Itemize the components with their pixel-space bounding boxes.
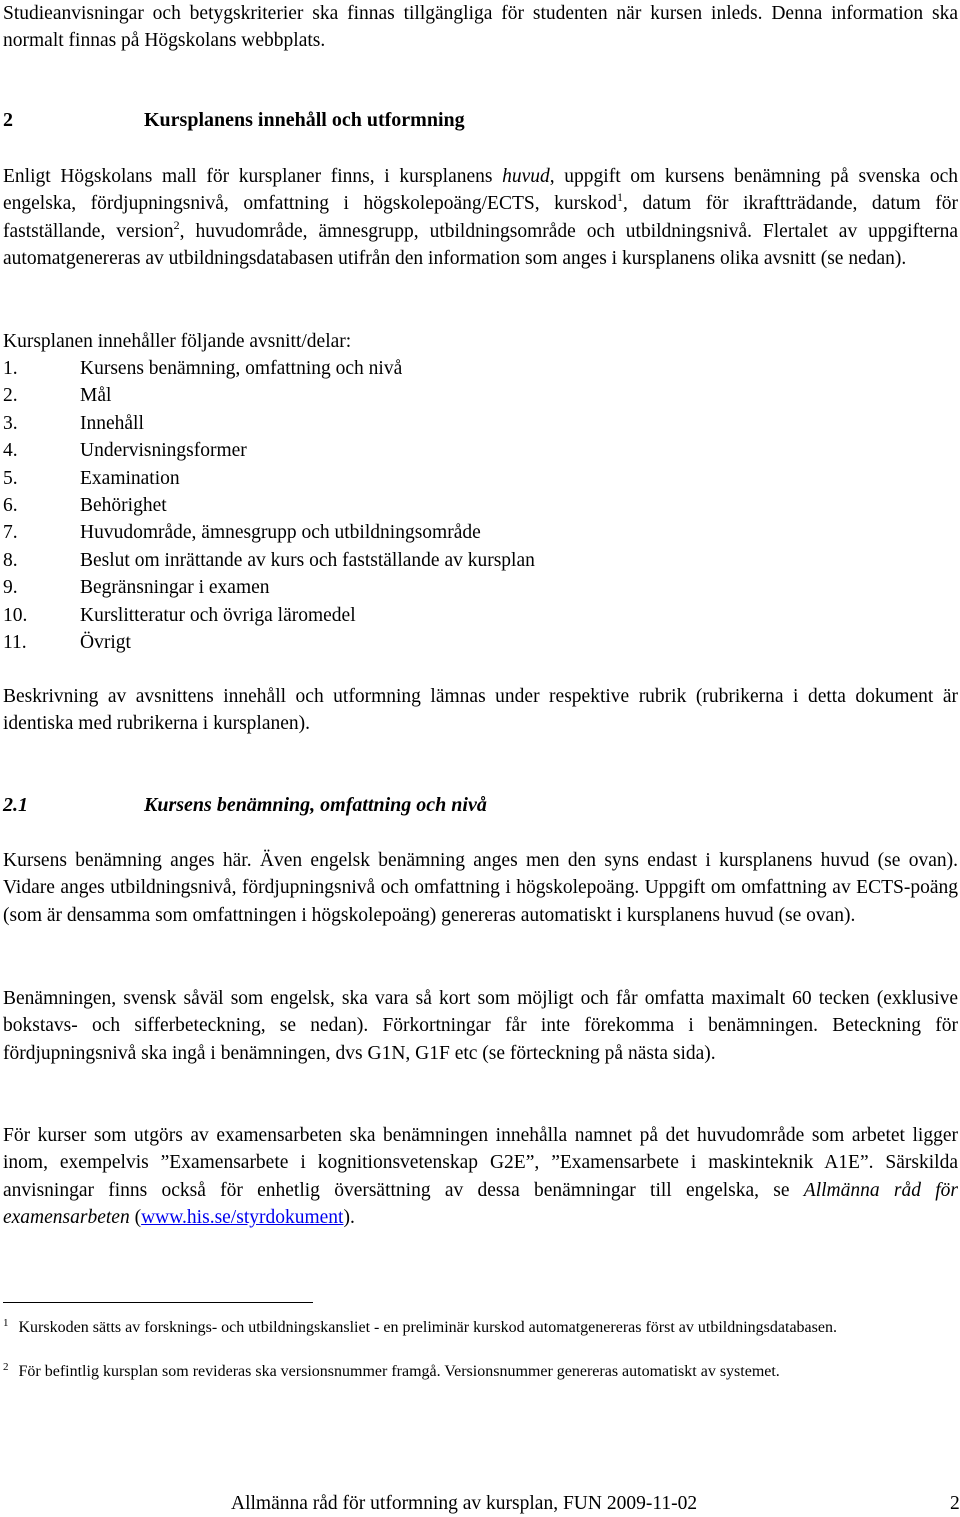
list-number: 7. [3,522,18,544]
subsection-title: Kursens benämning, omfattning och nivå [144,794,487,816]
list-label: Huvudområde, ämnesgrupp och utbildningsområde [80,522,481,544]
course-plan-intro-paragraph [3,163,958,273]
list-label: Kurslitteratur och övriga läromedel [80,604,356,626]
subsection-heading [3,792,487,819]
course-name-paragraph: Kursens benämning anges här. Även engelsk benämning anges men den syns endast i kursplanens huvud (se ovan). Vidare anges utbildningsnivå, fördjupningsnivå och omfattning i högskolepoäng. Uppgift om omfattning av ECTS-poäng (som är densamma som omfattningen i högskolepoäng) genereras automatiskt i kursplanens huvud (se ovan). [3,850,958,926]
list-item [3,574,535,601]
list-item [3,465,535,492]
styrdokument-link[interactable]: www.his.se/styrdokument [141,1207,344,1229]
list-label: Innehåll [80,412,144,434]
thesis-text-1: För kurser som utgörs av examensarbeten ska benämningen innehålla namnet på det huvudområde som arbetet ligger inom, exempelvis ”Examensarbete i kognitionsvetenskap G2E”, ”Examensarbete i maskinteknik A1E”. Särskilda anvisningar finns också för enhetlig översättning av dessa benämningar till engelska, se [3,1125,958,1201]
name-length-paragraph: Benämningen, svensk såväl som engelsk, ska vara så kort som möjligt och får omfatta maximalt 60 tecken (exklusive bokstavs- och sifferbeteckning, se nedan). Förkortningar får inte förekomma i benämningen. Beteckning för fördjupningsnivå ska ingå i benämningen, dvs G1N, G1F etc (se förteckning på nästa sida). [3,988,958,1064]
intro-text-4: , huvudområde, ämnesgrupp, utbildningsområde och utbildningsnivå. Flertalet av uppgifterna automatgenereras av utbildningsdatabasen utifrån den information som anges i kursplanens olika avsnitt (se nedan). [3,220,959,270]
footnote-1 [3,1317,958,1338]
list-label: Beslut om inrättande av kurs och fastställande av kursplan [80,549,535,571]
thesis-emphasis: Allmänna råd för examensarbeten [3,1179,958,1229]
list-number: 9. [3,577,18,599]
intro-paragraph-top: Studieanvisningar och betygskriterier ska finnas tillgängliga för studenten när kursen inleds. Denna information ska normalt finnas på Högskolans webbplats. [3,3,958,52]
page-number: 2 [950,1493,960,1514]
list-lead: Kursplanen innehåller följande avsnitt/delar: [3,331,352,352]
list-label: Övrigt [80,631,131,653]
section-list [3,355,535,656]
footnote-2 [3,1361,958,1382]
list-number: 10. [3,604,28,626]
list-number: 8. [3,549,18,571]
footnote-ref-2[interactable]: 2 [173,217,180,232]
section-heading [3,107,465,134]
footnote-ref-1[interactable]: 1 [617,190,623,205]
list-item [3,382,535,409]
list-item [3,602,535,629]
list-label: Behörighet [80,494,167,516]
list-number: 1. [3,358,18,379]
footer-text: Allmänna råd för utformning av kursplan, FUN 2009-11-02 [231,1493,698,1514]
thesis-text-3: ). [343,1207,355,1229]
list-label: Mål [80,385,112,407]
list-item [3,355,535,382]
subsection-number: 2.1 [3,794,28,816]
intro-text-3: , datum för ikraftträdande, datum för fastställande, version [3,193,958,242]
list-label: Begränsningar i examen [80,577,270,599]
list-number: 6. [3,494,18,516]
footnote-number: 1 [3,1317,9,1329]
list-item [3,547,535,574]
intro-text-2: , uppgift om kursens benämning på svenska och engelska, fördjupningsnivå, omfattning i högskolepoäng/ECTS, kurskod [3,166,959,215]
intro-emphasis: huvud [502,166,550,187]
list-number: 4. [3,440,18,462]
intro-text-1: Enligt Högskolans mall för kursplaner finns, i kursplanens [3,166,503,187]
thesis-text-2: ( [129,1207,142,1229]
list-number: 2. [3,385,18,407]
list-item [3,437,535,464]
list-item [3,629,535,656]
footnote-text: Kurskoden sätts av forsknings- och utbildningskansliet - en preliminär kurskod automatgenereras först av utbildningsdatabasen. [18,1319,837,1336]
section-number: 2 [3,109,13,131]
list-label: Undervisningsformer [80,440,247,462]
list-item [3,492,535,519]
list-label: Examination [80,467,180,489]
footnote-divider [3,1302,313,1303]
footnote-number: 2 [3,1361,9,1373]
list-item [3,410,535,437]
list-number: 3. [3,412,18,434]
section-title: Kursplanens innehåll och utformning [144,109,465,131]
description-paragraph: Beskrivning av avsnittens innehåll och utformning lämnas under respektive rubrik (rubrikerna i detta dokument är identiska med rubrikerna i kursplanen). [3,686,958,735]
list-item [3,519,535,546]
footnote-text: För befintlig kursplan som revideras ska versionsnummer framgå. Versionsnummer genereras automatiskt av systemet. [18,1363,780,1380]
list-number: 11. [3,631,27,653]
list-number: 5. [3,467,18,489]
list-label: Kursens benämning, omfattning och nivå [80,358,403,379]
thesis-name-paragraph [3,1122,958,1232]
